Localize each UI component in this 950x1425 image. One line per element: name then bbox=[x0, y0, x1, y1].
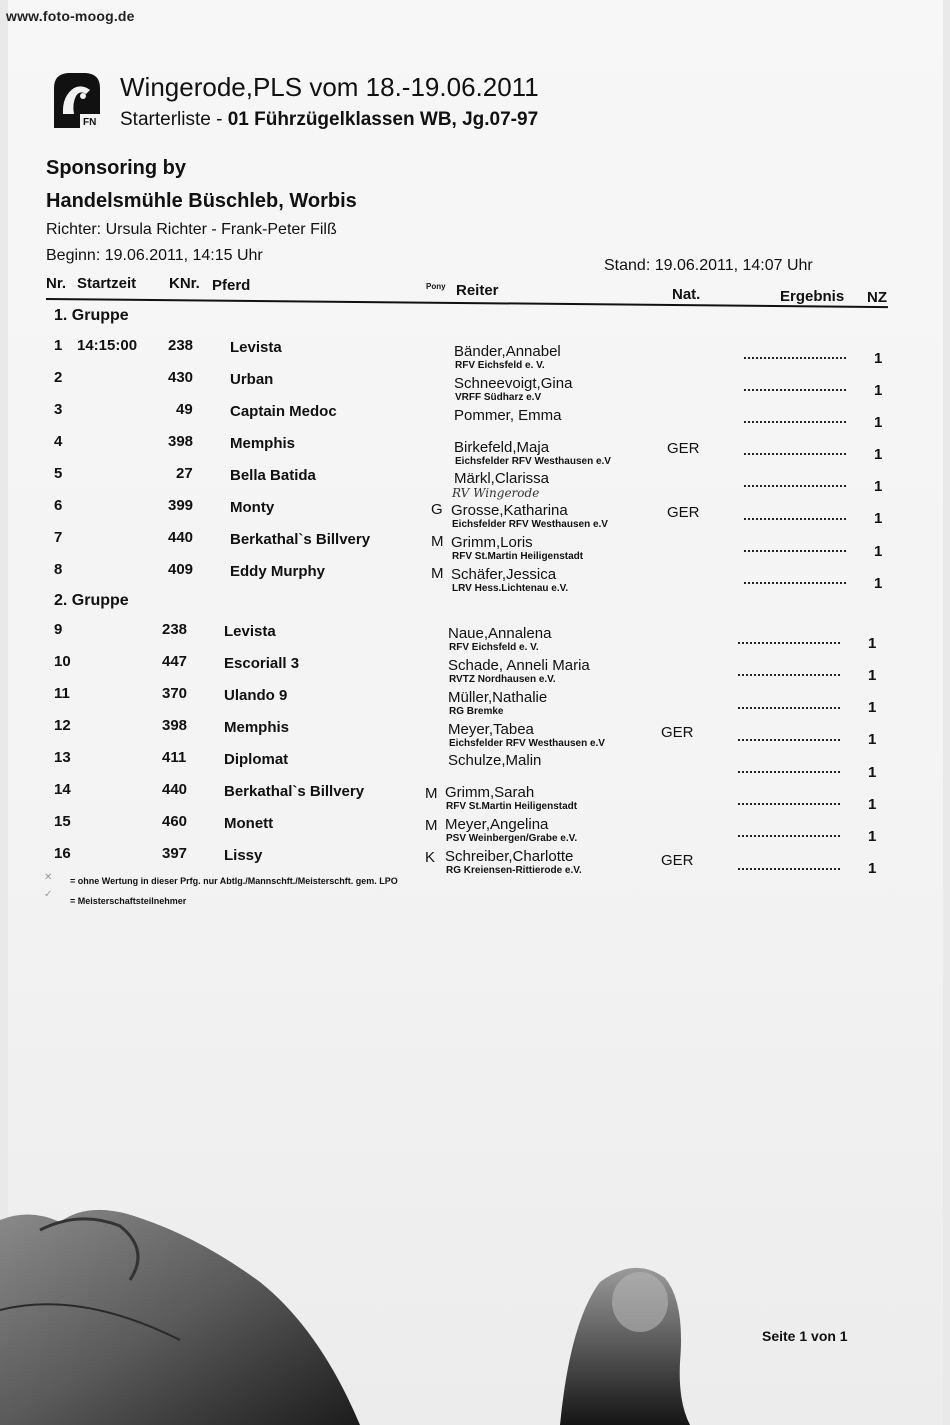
row-horse: Ulando 9 bbox=[224, 687, 288, 704]
row-club: RG Kreiensen-Rittierode e.V. bbox=[446, 865, 582, 876]
row-nr: 7 bbox=[54, 529, 63, 546]
row-knr: 397 bbox=[162, 845, 188, 862]
row-pony: M bbox=[425, 817, 438, 834]
handwritten-note: RV Wingerode bbox=[452, 486, 540, 500]
col-ergebnis: Ergebnis bbox=[780, 288, 845, 305]
row-nr: 8 bbox=[54, 561, 63, 578]
row-rider: Müller,Nathalie bbox=[448, 689, 548, 706]
row-club: RVTZ Nordhausen e.V. bbox=[449, 674, 556, 685]
row-nz: 1 bbox=[874, 510, 883, 527]
row-knr: 430 bbox=[168, 369, 194, 386]
row-rider: Bänder,Annabel bbox=[454, 343, 561, 360]
row-nz: 1 bbox=[874, 575, 883, 592]
row-nz: 1 bbox=[874, 446, 883, 463]
group-heading-1: 1. Gruppe bbox=[54, 307, 129, 324]
row-nr: 10 bbox=[54, 653, 71, 670]
row-result-field bbox=[738, 674, 840, 676]
row-pony: G bbox=[431, 501, 443, 518]
col-pferd: Pferd bbox=[212, 277, 251, 294]
row-club: RG Bremke bbox=[449, 706, 504, 717]
row-knr: 440 bbox=[162, 781, 188, 798]
row-pony: M bbox=[431, 565, 444, 582]
checkmark-icon: ✓ bbox=[44, 889, 53, 900]
row-result-field bbox=[738, 868, 840, 870]
row-knr: 409 bbox=[168, 561, 194, 578]
row-nz: 1 bbox=[874, 478, 883, 495]
row-horse: Urban bbox=[230, 371, 274, 388]
row-horse: Monty bbox=[230, 499, 275, 516]
row-nz: 1 bbox=[874, 382, 883, 399]
row-knr: 398 bbox=[162, 717, 188, 734]
row-rider: Grimm,Loris bbox=[451, 534, 533, 551]
legend-line-2: = Meisterschaftsteilnehmer bbox=[70, 896, 187, 906]
col-startzeit: Startzeit bbox=[77, 275, 137, 292]
col-nr: Nr. bbox=[46, 275, 67, 292]
row-knr: 460 bbox=[162, 813, 188, 830]
row-horse: Levista bbox=[224, 623, 276, 640]
row-knr: 447 bbox=[162, 653, 188, 670]
row-horse: Captain Medoc bbox=[230, 403, 337, 420]
subtitle-prefix: Starterliste - bbox=[120, 109, 228, 130]
row-rider: Schäfer,Jessica bbox=[451, 566, 557, 583]
row-nz: 1 bbox=[868, 796, 877, 813]
row-nr: 4 bbox=[54, 433, 63, 450]
row-knr: 370 bbox=[162, 685, 188, 702]
row-horse: Escoriall 3 bbox=[224, 655, 300, 672]
row-result-field bbox=[744, 518, 846, 520]
fn-logo-icon bbox=[50, 70, 104, 130]
row-nr: 12 bbox=[54, 717, 71, 734]
subtitle-competition: 01 Führzügelklassen WB, Jg.07-97 bbox=[227, 109, 539, 130]
row-club: VRFF Südharz e.V bbox=[455, 392, 542, 403]
row-result-field bbox=[738, 835, 840, 837]
group-heading-2: 2. Gruppe bbox=[54, 592, 129, 609]
left-hand-image bbox=[0, 1190, 420, 1425]
row-rider: Pommer, Emma bbox=[454, 407, 562, 424]
row-nr: 14 bbox=[54, 781, 71, 798]
row-result-field bbox=[744, 357, 846, 359]
row-result-field bbox=[744, 453, 846, 455]
row-knr: 398 bbox=[168, 433, 194, 450]
stand-time: Stand: 19.06.2011, 14:07 Uhr bbox=[604, 257, 813, 274]
row-horse: Memphis bbox=[230, 435, 296, 452]
page-title: Wingerode,PLS vom 18.-19.06.2011 bbox=[120, 72, 539, 102]
row-rider: Schneevoigt,Gina bbox=[454, 375, 573, 392]
page-number: Seite 1 von 1 bbox=[762, 1328, 848, 1344]
row-horse: Diplomat bbox=[224, 751, 289, 768]
row-rider: Grimm,Sarah bbox=[445, 784, 535, 801]
row-result-field bbox=[738, 707, 840, 709]
col-pony: Pony bbox=[426, 282, 446, 291]
col-reiter: Reiter bbox=[456, 282, 499, 299]
row-rider: Meyer,Tabea bbox=[448, 721, 534, 738]
row-nr: 2 bbox=[54, 369, 63, 386]
row-horse: Berkathal`s Billvery bbox=[230, 531, 371, 548]
row-rider: Schreiber,Charlotte bbox=[445, 848, 574, 865]
page-subtitle bbox=[120, 109, 538, 131]
row-result-field bbox=[744, 421, 846, 423]
row-nat: GER bbox=[661, 852, 694, 869]
row-club: Eichsfelder RFV Westhausen e.V bbox=[455, 456, 611, 467]
row-nz: 1 bbox=[868, 764, 877, 781]
row-nz: 1 bbox=[868, 860, 877, 877]
cross-icon: ✕ bbox=[44, 872, 53, 883]
row-horse: Monett bbox=[224, 815, 274, 832]
row-pony: K bbox=[425, 849, 436, 866]
row-knr: 238 bbox=[168, 337, 194, 354]
row-rider: Birkefeld,Maja bbox=[454, 439, 550, 456]
row-nz: 1 bbox=[868, 699, 877, 716]
row-nr: 5 bbox=[54, 465, 63, 482]
row-club: RFV Eichsfeld e. V. bbox=[449, 642, 539, 653]
row-knr: 440 bbox=[168, 529, 194, 546]
row-rider: Schade, Anneli Maria bbox=[448, 657, 590, 674]
row-knr: 399 bbox=[168, 497, 194, 514]
row-result-field bbox=[738, 803, 840, 805]
row-nz: 1 bbox=[874, 414, 883, 431]
row-nz: 1 bbox=[874, 543, 883, 560]
row-nz: 1 bbox=[868, 667, 877, 684]
watermark: www.foto-moog.de bbox=[6, 8, 135, 24]
row-nr: 3 bbox=[54, 401, 63, 418]
col-knr: KNr. bbox=[169, 275, 200, 292]
row-nr: 13 bbox=[54, 749, 71, 766]
row-rider: Meyer,Angelina bbox=[445, 816, 549, 833]
row-club: LRV Hess.Lichtenau e.V. bbox=[452, 583, 569, 594]
col-nat: Nat. bbox=[672, 286, 701, 303]
row-nz: 1 bbox=[868, 635, 877, 652]
row-nr: 1 bbox=[54, 337, 63, 354]
row-pony: M bbox=[431, 533, 444, 550]
start-time: Beginn: 19.06.2011, 14:15 Uhr bbox=[46, 247, 263, 264]
row-knr: 27 bbox=[176, 465, 193, 482]
row-nr: 16 bbox=[54, 845, 71, 862]
row-nat: GER bbox=[667, 440, 700, 457]
row-nz: 1 bbox=[868, 731, 877, 748]
legend-line-1: = ohne Wertung in dieser Prfg. nur Abtlg./Mannschft./Meisterschft. gem. LPO bbox=[70, 876, 398, 886]
row-result-field bbox=[738, 739, 840, 741]
col-nz: NZ bbox=[867, 289, 887, 306]
row-nz: 1 bbox=[874, 350, 883, 367]
row-horse: Berkathal`s Billvery bbox=[224, 783, 365, 800]
row-result-field bbox=[744, 550, 846, 552]
judges: Richter: Ursula Richter - Frank-Peter Filß bbox=[46, 221, 337, 238]
row-result-field bbox=[738, 642, 840, 644]
row-nr: 6 bbox=[54, 497, 63, 514]
row-rider: Märkl,Clarissa bbox=[454, 470, 550, 487]
row-horse: Eddy Murphy bbox=[230, 563, 326, 580]
row-result-field bbox=[738, 771, 840, 773]
logo-text: FN bbox=[83, 117, 97, 128]
row-club: PSV Weinbergen/Grabe e.V. bbox=[446, 833, 578, 844]
row-horse: Lissy bbox=[224, 847, 263, 864]
sponsor-name: Handelsmühle Büschleb, Worbis bbox=[46, 190, 357, 212]
right-thumb-image bbox=[540, 1262, 740, 1425]
sponsor-label: Sponsoring by bbox=[46, 157, 186, 179]
row-startzeit: 14:15:00 bbox=[77, 337, 138, 354]
row-result-field bbox=[744, 485, 846, 487]
row-knr: 411 bbox=[162, 749, 187, 766]
row-result-field bbox=[744, 389, 846, 391]
row-horse: Levista bbox=[230, 339, 282, 356]
row-nz: 1 bbox=[868, 828, 877, 845]
row-nat: GER bbox=[661, 724, 694, 741]
row-nat: GER bbox=[667, 504, 700, 521]
row-rider: Grosse,Katharina bbox=[451, 502, 568, 519]
row-knr: 238 bbox=[162, 621, 188, 638]
row-nr: 9 bbox=[54, 621, 63, 638]
row-club: RFV Eichsfeld e. V. bbox=[455, 360, 545, 371]
row-rider: Naue,Annalena bbox=[448, 625, 552, 642]
row-nr: 11 bbox=[54, 685, 70, 702]
row-result-field bbox=[744, 582, 846, 584]
row-rider: Schulze,Malin bbox=[448, 752, 542, 769]
row-club: Eichsfelder RFV Westhausen e.V bbox=[449, 738, 605, 749]
row-horse: Memphis bbox=[224, 719, 290, 736]
row-club: RFV St.Martin Heiligenstadt bbox=[446, 801, 578, 812]
row-pony: M bbox=[425, 785, 438, 802]
row-horse: Bella Batida bbox=[230, 467, 316, 484]
row-nr: 15 bbox=[54, 813, 71, 830]
row-knr: 49 bbox=[176, 401, 193, 418]
row-club: RFV St.Martin Heiligenstadt bbox=[452, 551, 584, 562]
row-club: Eichsfelder RFV Westhausen e.V bbox=[452, 519, 608, 530]
